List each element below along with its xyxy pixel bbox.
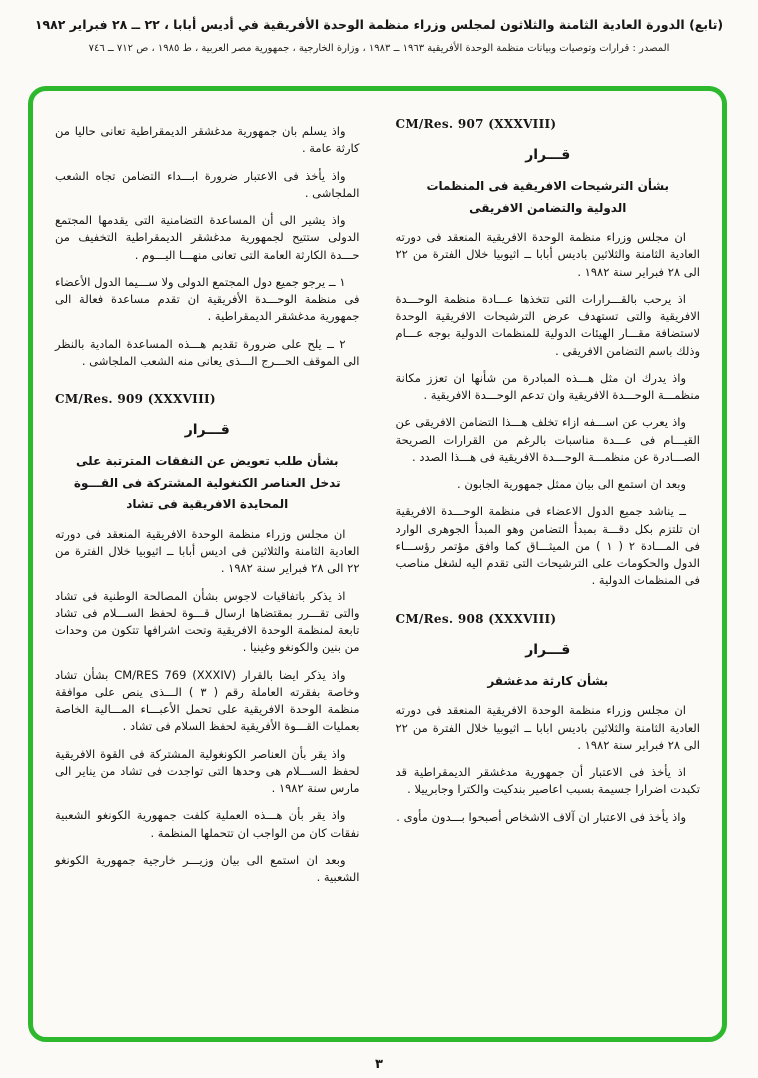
resolution-subtitle: بشأن كارثة مدغشقر: [487, 673, 609, 688]
paragraph: وبعد ان استمع الى بيان ممثل جمهورية الجابون .: [457, 477, 686, 492]
paragraph: اذ يأخذ فى الاعتبار أن جمهورية مدغشقر الديمقراطية قد تكبدت اضرارا جسيمة بسبب اعاصير بندكيت والكترا وجابرييلا .: [395, 765, 700, 797]
page-footer: [0, 1057, 758, 1072]
resolution-ref: CM/Res. 907 (XXXVIII): [395, 117, 557, 131]
paragraph: واذ يشير الى أن المساعدة التضامنية التى يقدمها المجتمع الدولى ستتيح لجمهورية مدغشقر الديمقراطية التخفيف من حـــدة الكارثة العامة التى تعانى منهـــا اليـــوم .: [55, 213, 360, 262]
resolution-title: قـــرار: [184, 422, 230, 438]
paragraph: واذ يسلم بان جمهورية مدغشقر الديمقراطية تعانى حاليا من كارثة عامة .: [55, 124, 360, 156]
paragraph: اذ يذكر باتفاقيات لاجوس بشأن المصالحة الوطنية فى تشاد والتى تقـــرر بمقتضاها ارسال قـــوة لحفظ الســـلام فى تشاد تابعة لمنظمة الوحدة الافريقية وتحت اشرافها تتكون من وحدات من بنين والكونغو وغينيا .: [55, 588, 360, 655]
paragraph: واذ يعرب عن اســـفه ازاء تخلف هـــذا التضامن الافريقى عن القيـــام فى عـــدة مناسبات بالرغم من القرارات الصريحة الصـــادرة عن منظمـــة الوحـــدة الافريقية فى هـــذا الصدد .: [395, 415, 700, 464]
page-number: ٣: [375, 1057, 383, 1072]
resolution-title: قـــرار: [525, 147, 571, 163]
columns-container: [33, 91, 722, 1037]
resolution-subtitle: الدولية والتضامن الافريقى: [469, 200, 627, 215]
resolution-subtitle: تدخل العناصر الكنغولية المشتركة فى القـــوة: [73, 475, 341, 490]
resolution-title: قـــرار: [525, 641, 571, 658]
paragraph: واذ يأخذ فى الاعتبار ان آلاف الاشخاص أصبحوا بـــدون مأوى .: [396, 809, 686, 824]
paragraph: واذ يأخذ فى الاعتبار ضرورة ابـــداء التضامن تجاه الشعب الملجاشى .: [55, 168, 360, 200]
resolution-ref: CM/Res. 909 (XXXVIII): [55, 392, 216, 406]
paragraph: واذ يقر بأن هـــذه العملية كلفت جمهورية الكونغو الشعبية نفقات كان من الواجب ان تتحملها المنظمة .: [55, 808, 360, 840]
paragraph: ان مجلس وزراء منظمة الوحدة الافريقية المنعقد فى دورته العادية الثامنة والثلاثين فى اديس أبابا ــ اثيوبيا خلال الفترة من ٢٢ الى ٢٨ فبراير سنة ١٩٨٢ .: [55, 526, 360, 576]
resolution-subtitle: المحايدة الافريقية فى تشاد: [126, 497, 289, 512]
resolution-ref: CM/Res. 908 (XXXVIII): [395, 611, 557, 626]
page-header: [0, 0, 758, 54]
paragraph: ان مجلس وزراء منظمة الوحدة الافريقية المنعقد فى دورته العادية الثامنة والثلاثين باديس أبابا ــ اثيوبيا خلال الفترة من ٢٢ الى ٢٨ فبراير سنة ١٩٨٢ .: [395, 230, 700, 279]
paragraph: وبعد ان استمع الى بيان وزيـــر خارجية جمهورية الكونغو الشعبية .: [55, 852, 360, 885]
column-left: [55, 113, 360, 1015]
paragraph: واذ يذكر ايضا بالقرار CM/RES 769 (XXXIV) بشأن تشاد وخاصة بفقرته العاملة رقم ( ٣ ) الـــذى ينص على موافقة منظمة الوحدة الافريقية على تحمل الأعبـــاء المـــالية الخاصة بعمليات القـــوة الأفريقية لحفظ السلام فى تشاد .: [55, 667, 360, 734]
paragraph: اذ يرحب بالقـــرارات التى تتخذها عـــادة منظمة الوحـــدة الافريقية والتى تستهدف عرض الترشيحات الافريقية الوحدة لاستضافة مقـــار الهيئات الدولية للمنظمات الدولية بوجه عـــام وذلك باسم التضامن الافريقى .: [395, 291, 700, 358]
paragraph: ــ يناشد جميع الدول الاعضاء فى منظمة الوحـــدة الافريقية ان تلتزم بكل دقـــة بمبدأ التضامن وهو المبدأ الجوهرى الوارد فى المـــادة ٢ ( ١ ) من الميثـــاق كما وافق مؤتمر رؤســـاء الدول والحكومات على الترشيحات التى تقدم اليه لشغل مناصب فى المنظمات الدولية .: [395, 504, 700, 588]
column-right: [396, 113, 701, 1015]
paragraph: واذ يقر بأن العناصر الكونغولية المشتركة فى القوة الافريقية لحفظ الســـلام هى وحدها التى تواجدت فى تشاد من يناير الى مارس سنة ١٩٨٢ .: [55, 746, 360, 796]
header-source-note: المصدر : قرارات وتوصيات وبيانات منظمة الوحدة الأفريقية ١٩٦٣ ــ ١٩٨٣ ، وزارة الخارجية ، جمهورية مصر العربية ، ط ١٩٨٥ ، ص ٧١٢ ــ ٧٤٦: [88, 42, 670, 54]
content-frame: [28, 86, 727, 1042]
paragraph: ٢ ــ يلح على ضرورة تقديم هـــذه المساعدة المادية بالنظر الى الموقف الحـــرج الـــذى يعانى منه الشعب الملجاشى .: [55, 336, 360, 368]
paragraph: ان مجلس وزراء منظمة الوحدة الافريقية المنعقد فى دورته العادية الثامنة والثلاثين باديس ابابا ــ اثيوبيا خلال الفترة من ٢٢ الى ٢٨ فبراير سنة ١٩٨٢ .: [395, 703, 700, 752]
resolution-subtitle: بشأن طلب تعويض عن النفقات المترتبة على: [76, 454, 339, 468]
header-session-title: (تابع) الدورة العادية الثامنة والثلاثون لمجلس وزراء منظمة الوحدة الأفريقية في أديس أبابا ، ٢٢ ــ ٢٨ فبراير ١٩٨٢: [34, 17, 724, 32]
paragraph: ١ ــ يرجو جميع دول المجتمع الدولى ولا ســـيما الدول الأعضاء فى منظمة الوحـــدة الأفريقية ان تقدم مساعدة فعالة الى جمهورية مدغشقر الديمقراطية .: [55, 274, 360, 324]
paragraph: واذ يدرك ان مثل هـــذه المبادرة من شأنها ان تعزز مكانة منظمـــة الوحـــدة الافريقية وان تدعم الوحـــدة الافريقية .: [395, 370, 700, 403]
resolution-subtitle: بشأن الترشيحات الافريقية فى المنظمات: [426, 179, 670, 193]
